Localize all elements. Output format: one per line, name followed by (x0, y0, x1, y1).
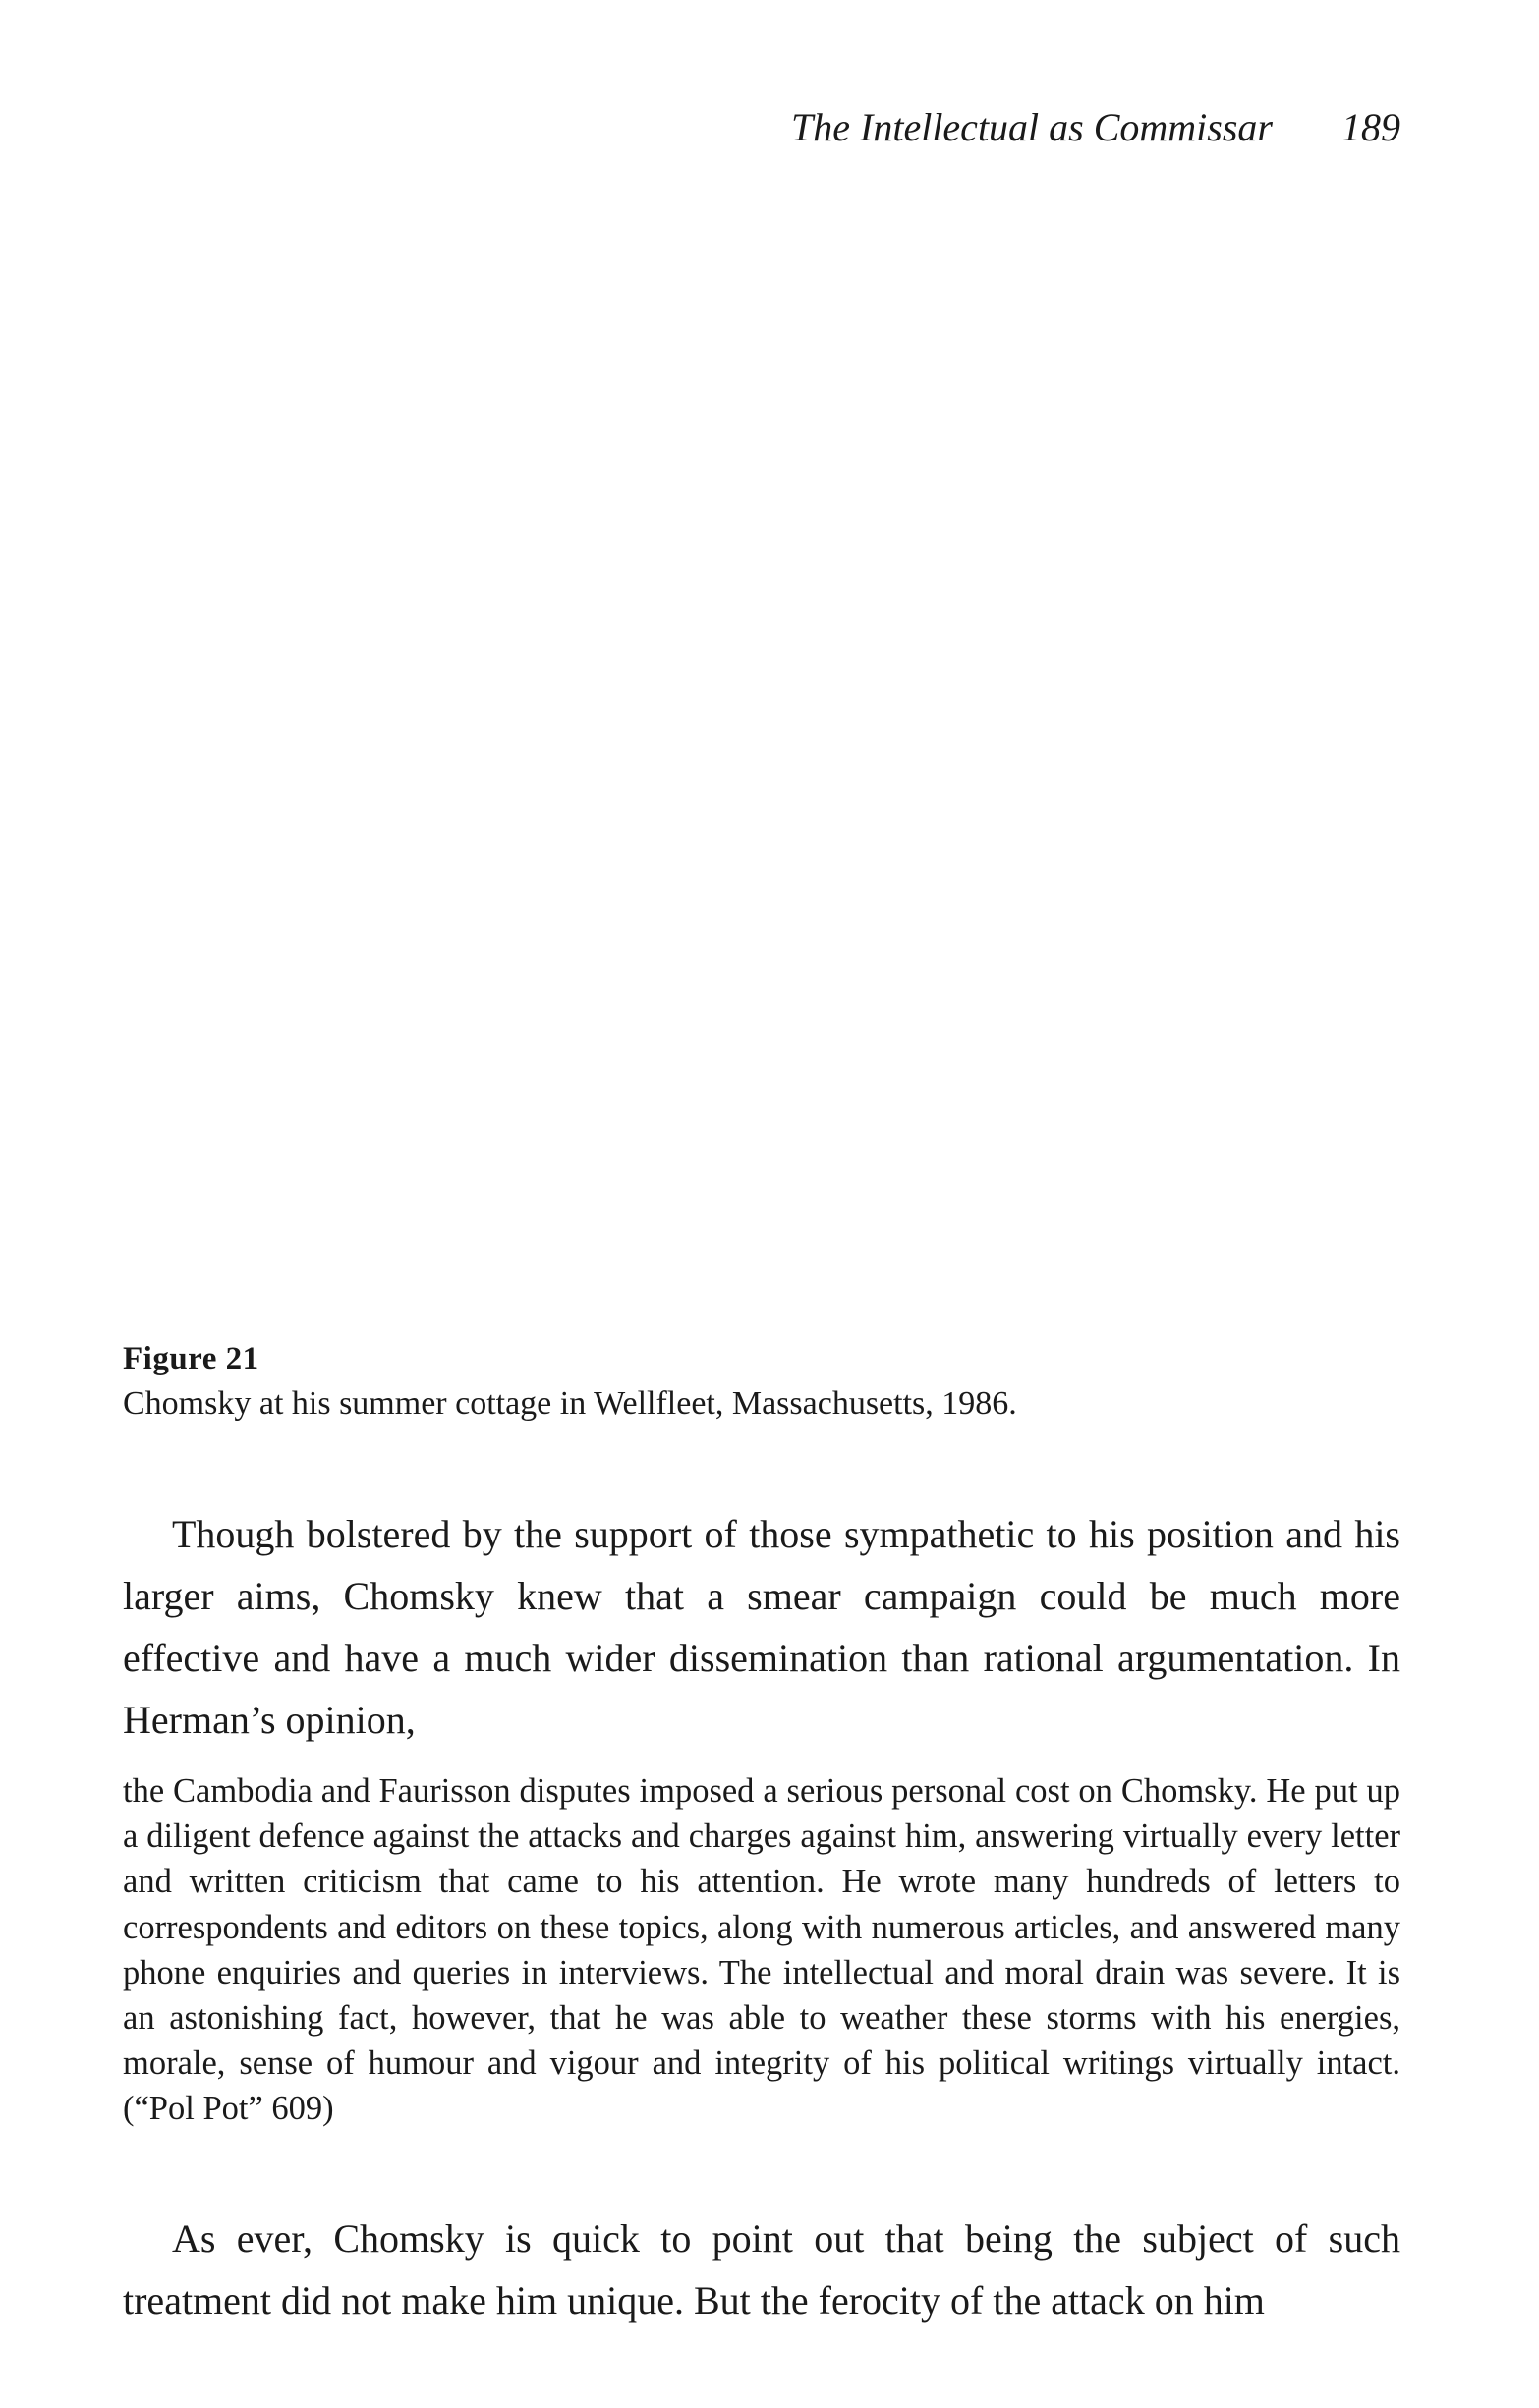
running-title: The Intellectual as Commissar (791, 105, 1273, 149)
figure-label: Figure 21 (123, 1341, 259, 1376)
running-head (123, 98, 1400, 157)
figure-caption-text: Chomsky at his summer cottage in Wellfleet, Massachusetts, 1986. (123, 1385, 1017, 1422)
body-paragraph-1: Though bolstered by the support of those sympathetic to his position and his larger aims, Chomsky knew that a smear campaign could be much more effective and have a much wider dissemination than rational argumentation. In Herman’s opinion, (123, 1512, 1400, 1742)
page-number: 189 (1341, 105, 1400, 149)
block-quote: the Cambodia and Faurisson disputes imposed a serious personal cost on Chomsky. He put up a diligent defence against the attacks and charges against him, answering virtually every letter and written criticism that came to his attention. He wrote many hundreds of letters to correspondents and editors on these topics, along with numerous articles, and answered many phone enquiries and queries in interviews. The intellectual and moral drain was severe. It is an astonishing fact, however, that he was able to weather these storms with his energies, morale, sense of humour and vigour and integrity of his political writings virtually intact. (“Pol Pot” 609) (123, 1772, 1400, 2128)
figure-image-area (123, 187, 1400, 1316)
body-paragraph-2: As ever, Chomsky is quick to point out that being the subject of such treatment did not make him unique. But the ferocity of the attack on him (123, 2216, 1400, 2323)
figure-caption (123, 1336, 1400, 1427)
